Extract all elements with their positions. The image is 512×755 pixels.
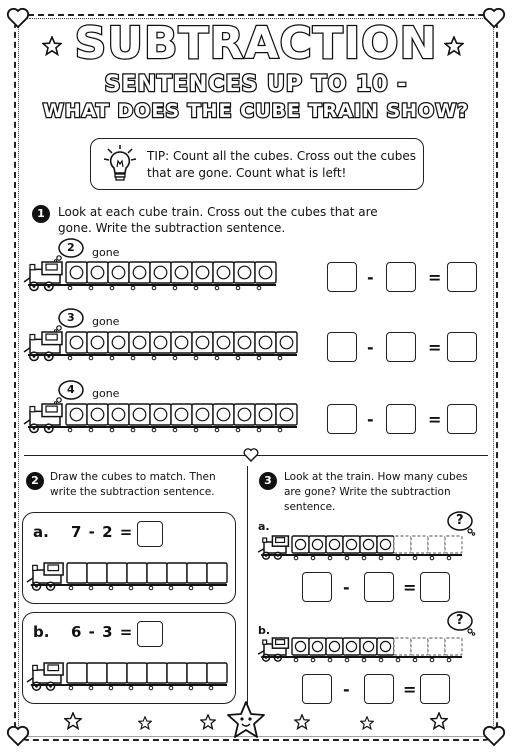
cube xyxy=(255,262,276,283)
cube xyxy=(108,404,129,425)
gone-count: 2 xyxy=(67,241,75,254)
answer-box-gone[interactable] xyxy=(386,332,416,362)
cube xyxy=(108,332,129,353)
minus-sign: - xyxy=(343,578,350,597)
heart-icon xyxy=(482,724,506,748)
minus-sign: - xyxy=(367,410,374,429)
question-mark: ? xyxy=(456,613,464,628)
tip-box xyxy=(90,138,424,190)
cube xyxy=(87,332,108,353)
cube xyxy=(87,404,108,425)
cube xyxy=(276,332,297,353)
cube-train[interactable] xyxy=(27,559,237,599)
section-3-badge: 3 xyxy=(259,472,277,490)
page-subtitle: SENTENCES UP TO 10 - xyxy=(104,72,408,97)
cube xyxy=(67,563,87,583)
answer-box-result[interactable] xyxy=(420,572,450,602)
gone-label: gone xyxy=(92,315,120,328)
cube xyxy=(360,536,377,553)
missing-cube xyxy=(428,638,445,655)
cube xyxy=(309,536,326,553)
track xyxy=(31,585,227,590)
equals-sign: = xyxy=(428,268,442,287)
cube xyxy=(343,638,360,655)
cube xyxy=(187,663,207,683)
item-letter: b. xyxy=(258,624,271,637)
cube xyxy=(292,536,309,553)
minus-sign: - xyxy=(367,338,374,357)
cube xyxy=(66,332,87,353)
missing-cube xyxy=(394,536,411,553)
cube xyxy=(127,663,147,683)
missing-cube xyxy=(445,536,462,553)
equals-sign: = xyxy=(403,680,417,699)
cube xyxy=(213,262,234,283)
answer-box-result[interactable] xyxy=(447,262,477,292)
missing-cube xyxy=(411,536,428,553)
column-divider xyxy=(247,466,248,704)
locomotive-icon xyxy=(24,332,62,361)
answer-box-result[interactable] xyxy=(447,404,477,434)
cube xyxy=(150,404,171,425)
cube xyxy=(107,563,127,583)
equals-sign: = xyxy=(428,338,442,357)
cube xyxy=(147,663,167,683)
track xyxy=(261,657,462,662)
cube xyxy=(207,563,227,583)
locomotive-icon xyxy=(27,663,63,690)
cube xyxy=(326,638,343,655)
missing-cube xyxy=(411,638,428,655)
section-2-badge: 2 xyxy=(26,472,44,490)
track xyxy=(28,427,297,432)
cube xyxy=(67,663,87,683)
cube xyxy=(192,404,213,425)
star-icon xyxy=(200,714,216,730)
answer-box-total[interactable] xyxy=(327,332,357,362)
item-letter: a. xyxy=(33,523,49,541)
smiling-star-icon xyxy=(226,700,266,740)
section-2-instruction: Draw the cubes to match. Then write the subtraction sentence. xyxy=(50,471,216,498)
minus-sign: - xyxy=(343,680,350,699)
star-icon xyxy=(138,716,152,730)
answer-box-total[interactable] xyxy=(327,404,357,434)
cube xyxy=(66,404,87,425)
track xyxy=(31,685,227,690)
cube xyxy=(147,563,167,583)
cube xyxy=(129,404,150,425)
cube xyxy=(107,663,127,683)
item-letter: b. xyxy=(33,623,50,641)
subtraction-equation: 7 - 2 = xyxy=(71,523,134,541)
answer-box-gone[interactable] xyxy=(386,262,416,292)
cube xyxy=(127,563,147,583)
cube xyxy=(150,262,171,283)
locomotive-icon xyxy=(27,563,63,590)
cube xyxy=(234,332,255,353)
cube xyxy=(192,262,213,283)
answer-box-result[interactable] xyxy=(420,674,450,704)
locomotive-icon xyxy=(24,404,62,433)
locomotive-icon xyxy=(24,262,62,291)
cube xyxy=(377,536,394,553)
cube xyxy=(108,262,129,283)
answer-box-result[interactable] xyxy=(447,332,477,362)
subtraction-equation: 6 - 3 = xyxy=(71,623,134,641)
cube xyxy=(213,332,234,353)
cube xyxy=(129,332,150,353)
star-icon xyxy=(294,714,310,730)
cube xyxy=(129,262,150,283)
answer-box[interactable] xyxy=(137,521,163,547)
missing-cube xyxy=(394,638,411,655)
answer-box-total[interactable] xyxy=(302,572,332,602)
track xyxy=(28,355,297,360)
heart-icon xyxy=(243,447,259,463)
star-icon xyxy=(430,712,448,730)
practice-card-b xyxy=(22,612,236,704)
star-icon xyxy=(64,712,82,730)
cube xyxy=(292,638,309,655)
cube xyxy=(150,332,171,353)
cube xyxy=(187,563,207,583)
equals-sign: = xyxy=(428,410,442,429)
gone-count: 3 xyxy=(67,311,75,324)
answer-box-gone[interactable] xyxy=(364,674,394,704)
cube-train xyxy=(258,634,488,672)
tip-text: TIP: Count all the cubes. Cross out the cubes that are gone. Count what is left! xyxy=(147,149,416,180)
cube-train[interactable] xyxy=(27,659,237,699)
cube xyxy=(66,262,87,283)
answer-box-total[interactable] xyxy=(302,674,332,704)
answer-box-gone[interactable] xyxy=(364,572,394,602)
practice-card-a xyxy=(22,512,236,604)
cube xyxy=(171,404,192,425)
cube-train xyxy=(258,532,488,570)
lightbulb-icon xyxy=(101,145,139,185)
section-1-instruction: Look at each cube train. Cross out the cubes that are gone. Write the subtraction sentence. xyxy=(58,205,378,235)
gone-count: 4 xyxy=(67,383,75,396)
cube-train xyxy=(24,328,304,368)
cube xyxy=(192,332,213,353)
page-subtitle-question: WHAT DOES THE CUBE TRAIN SHOW? xyxy=(42,100,470,122)
section-1-badge: 1 xyxy=(32,205,50,223)
cube xyxy=(343,536,360,553)
equals-sign: = xyxy=(403,578,417,597)
heart-icon xyxy=(6,724,30,748)
cube xyxy=(171,262,192,283)
track xyxy=(28,285,276,290)
cube xyxy=(213,404,234,425)
cube xyxy=(87,663,107,683)
cube xyxy=(207,663,227,683)
question-mark: ? xyxy=(456,513,464,528)
track xyxy=(261,555,462,560)
cube xyxy=(87,563,107,583)
cube xyxy=(276,404,297,425)
cube xyxy=(309,638,326,655)
cube-train xyxy=(24,400,314,440)
missing-cube xyxy=(428,536,445,553)
cube xyxy=(167,663,187,683)
cube xyxy=(87,262,108,283)
cube xyxy=(326,536,343,553)
gone-label: gone xyxy=(92,387,120,400)
cube xyxy=(171,332,192,353)
page-title: SUBTRACTION xyxy=(74,18,438,69)
missing-cube xyxy=(445,638,462,655)
minus-sign: - xyxy=(367,268,374,287)
gone-label: gone xyxy=(92,246,120,259)
cube xyxy=(234,404,255,425)
cube-train xyxy=(24,258,284,298)
answer-box-total[interactable] xyxy=(327,262,357,292)
cube xyxy=(234,262,255,283)
answer-box[interactable] xyxy=(137,621,163,647)
section-3-instruction: Look at the train. How many cubes are gone? Write the subtraction sentence. xyxy=(284,471,468,513)
cube xyxy=(377,638,394,655)
item-letter: a. xyxy=(258,520,270,533)
answer-box-gone[interactable] xyxy=(386,404,416,434)
cube xyxy=(360,638,377,655)
star-icon xyxy=(360,716,374,730)
cube xyxy=(167,563,187,583)
cube xyxy=(255,332,276,353)
cube xyxy=(255,404,276,425)
